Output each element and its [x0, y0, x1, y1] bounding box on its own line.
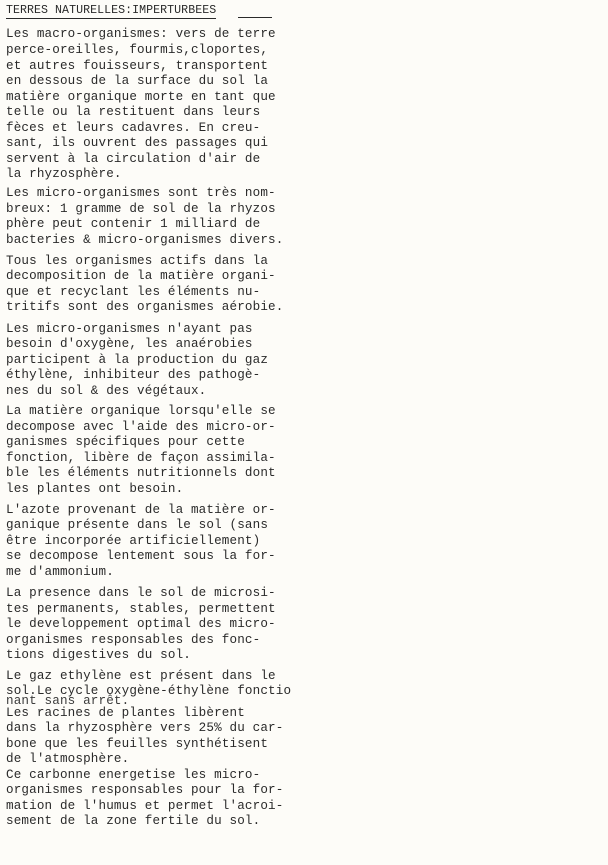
text-line: en dessous de la surface du sol la	[6, 74, 269, 88]
text-line: se decompose lentement sous la for-	[6, 549, 276, 563]
text-line: le developpement optimal des micro-	[6, 617, 276, 631]
text-line: sant, ils ouvrent des passages qui	[6, 136, 269, 150]
text-line: Les macro-organismes: vers de terre	[6, 27, 276, 41]
text-line: La presence dans le sol de microsi-	[6, 586, 276, 600]
text-line: être incorporée artificiellement)	[6, 534, 261, 548]
text-line: tions digestives du sol.	[6, 648, 191, 662]
text-line: decomposition de la matière organi-	[6, 269, 276, 283]
text-line: perce-oreilles, fourmis,cloportes,	[6, 43, 269, 57]
text-line: bone que les feuilles synthétisent	[6, 737, 269, 751]
text-line: servent à la circulation d'air de	[6, 152, 261, 166]
text-line: telle ou la restituent dans leurs	[6, 105, 261, 119]
text-line: decompose avec l'aide des micro-or-	[6, 420, 276, 434]
text-line: fèces et leurs cadavres. En creu-	[6, 121, 261, 135]
text-line: L'azote provenant de la matière or-	[6, 503, 276, 517]
text-line: tes permanents, stables, permettent	[6, 602, 276, 616]
text-line: Le gaz ethylène est présent dans le	[6, 669, 276, 683]
text-line: ble les éléments nutritionnels dont	[6, 466, 276, 480]
text-line: Les racines de plantes libèrent	[6, 706, 245, 720]
text-line: ganique présente dans le sol (sans	[6, 518, 269, 532]
text-line: breux: 1 gramme de sol de la rhyzos	[6, 202, 276, 216]
title-underline	[238, 17, 272, 18]
text-line: de l'atmosphère.	[6, 752, 130, 766]
text-line: nes du sol & des végétaux.	[6, 384, 207, 398]
text-line: bacteries & micro-organismes divers.	[6, 233, 284, 247]
text-line: organismes responsables pour la for-	[6, 783, 284, 797]
text-line: tritifs sont des organismes aérobie.	[6, 300, 284, 314]
text-line: La matière organique lorsqu'elle se	[6, 404, 276, 418]
text-line: que et recyclant les éléments nu-	[6, 285, 261, 299]
page-title: TERRES NATURELLES:IMPERTURBEES	[6, 4, 217, 17]
text-line: la rhyzosphère.	[6, 167, 122, 181]
text-line: dans la rhyzosphère vers 25% du car-	[6, 721, 284, 735]
text-line: Les micro-organismes n'ayant pas	[6, 322, 253, 336]
text-line: me d'ammonium.	[6, 565, 114, 579]
text-line: nant sans arrêt.	[6, 694, 130, 708]
text-line: et autres fouisseurs, transportent	[6, 59, 269, 73]
text-line: ganismes spécifiques pour cette	[6, 435, 245, 449]
text-line: mation de l'humus et permet l'acroi-	[6, 799, 284, 813]
text-line: fonction, libère de façon assimila-	[6, 451, 276, 465]
text-line: besoin d'oxygène, les anaérobies	[6, 337, 253, 351]
text-line: éthylène, inhibiteur des pathogè-	[6, 368, 261, 382]
text-line: phère peut contenir 1 milliard de	[6, 217, 261, 231]
text-line: les plantes ont besoin.	[6, 482, 184, 496]
text-line: Les micro-organismes sont très nom-	[6, 186, 276, 200]
text-line: Tous les organismes actifs dans la	[6, 254, 269, 268]
text-line: sol.Le cycle oxygène-éthylène fonctio	[6, 684, 292, 698]
text-line: Ce carbonne energetise les micro-	[6, 768, 261, 782]
text-line: sement de la zone fertile du sol.	[6, 814, 261, 828]
text-line: organismes responsables des fonc-	[6, 633, 261, 647]
text-line: matière organique morte en tant que	[6, 90, 276, 104]
text-line: participent à la production du gaz	[6, 353, 269, 367]
